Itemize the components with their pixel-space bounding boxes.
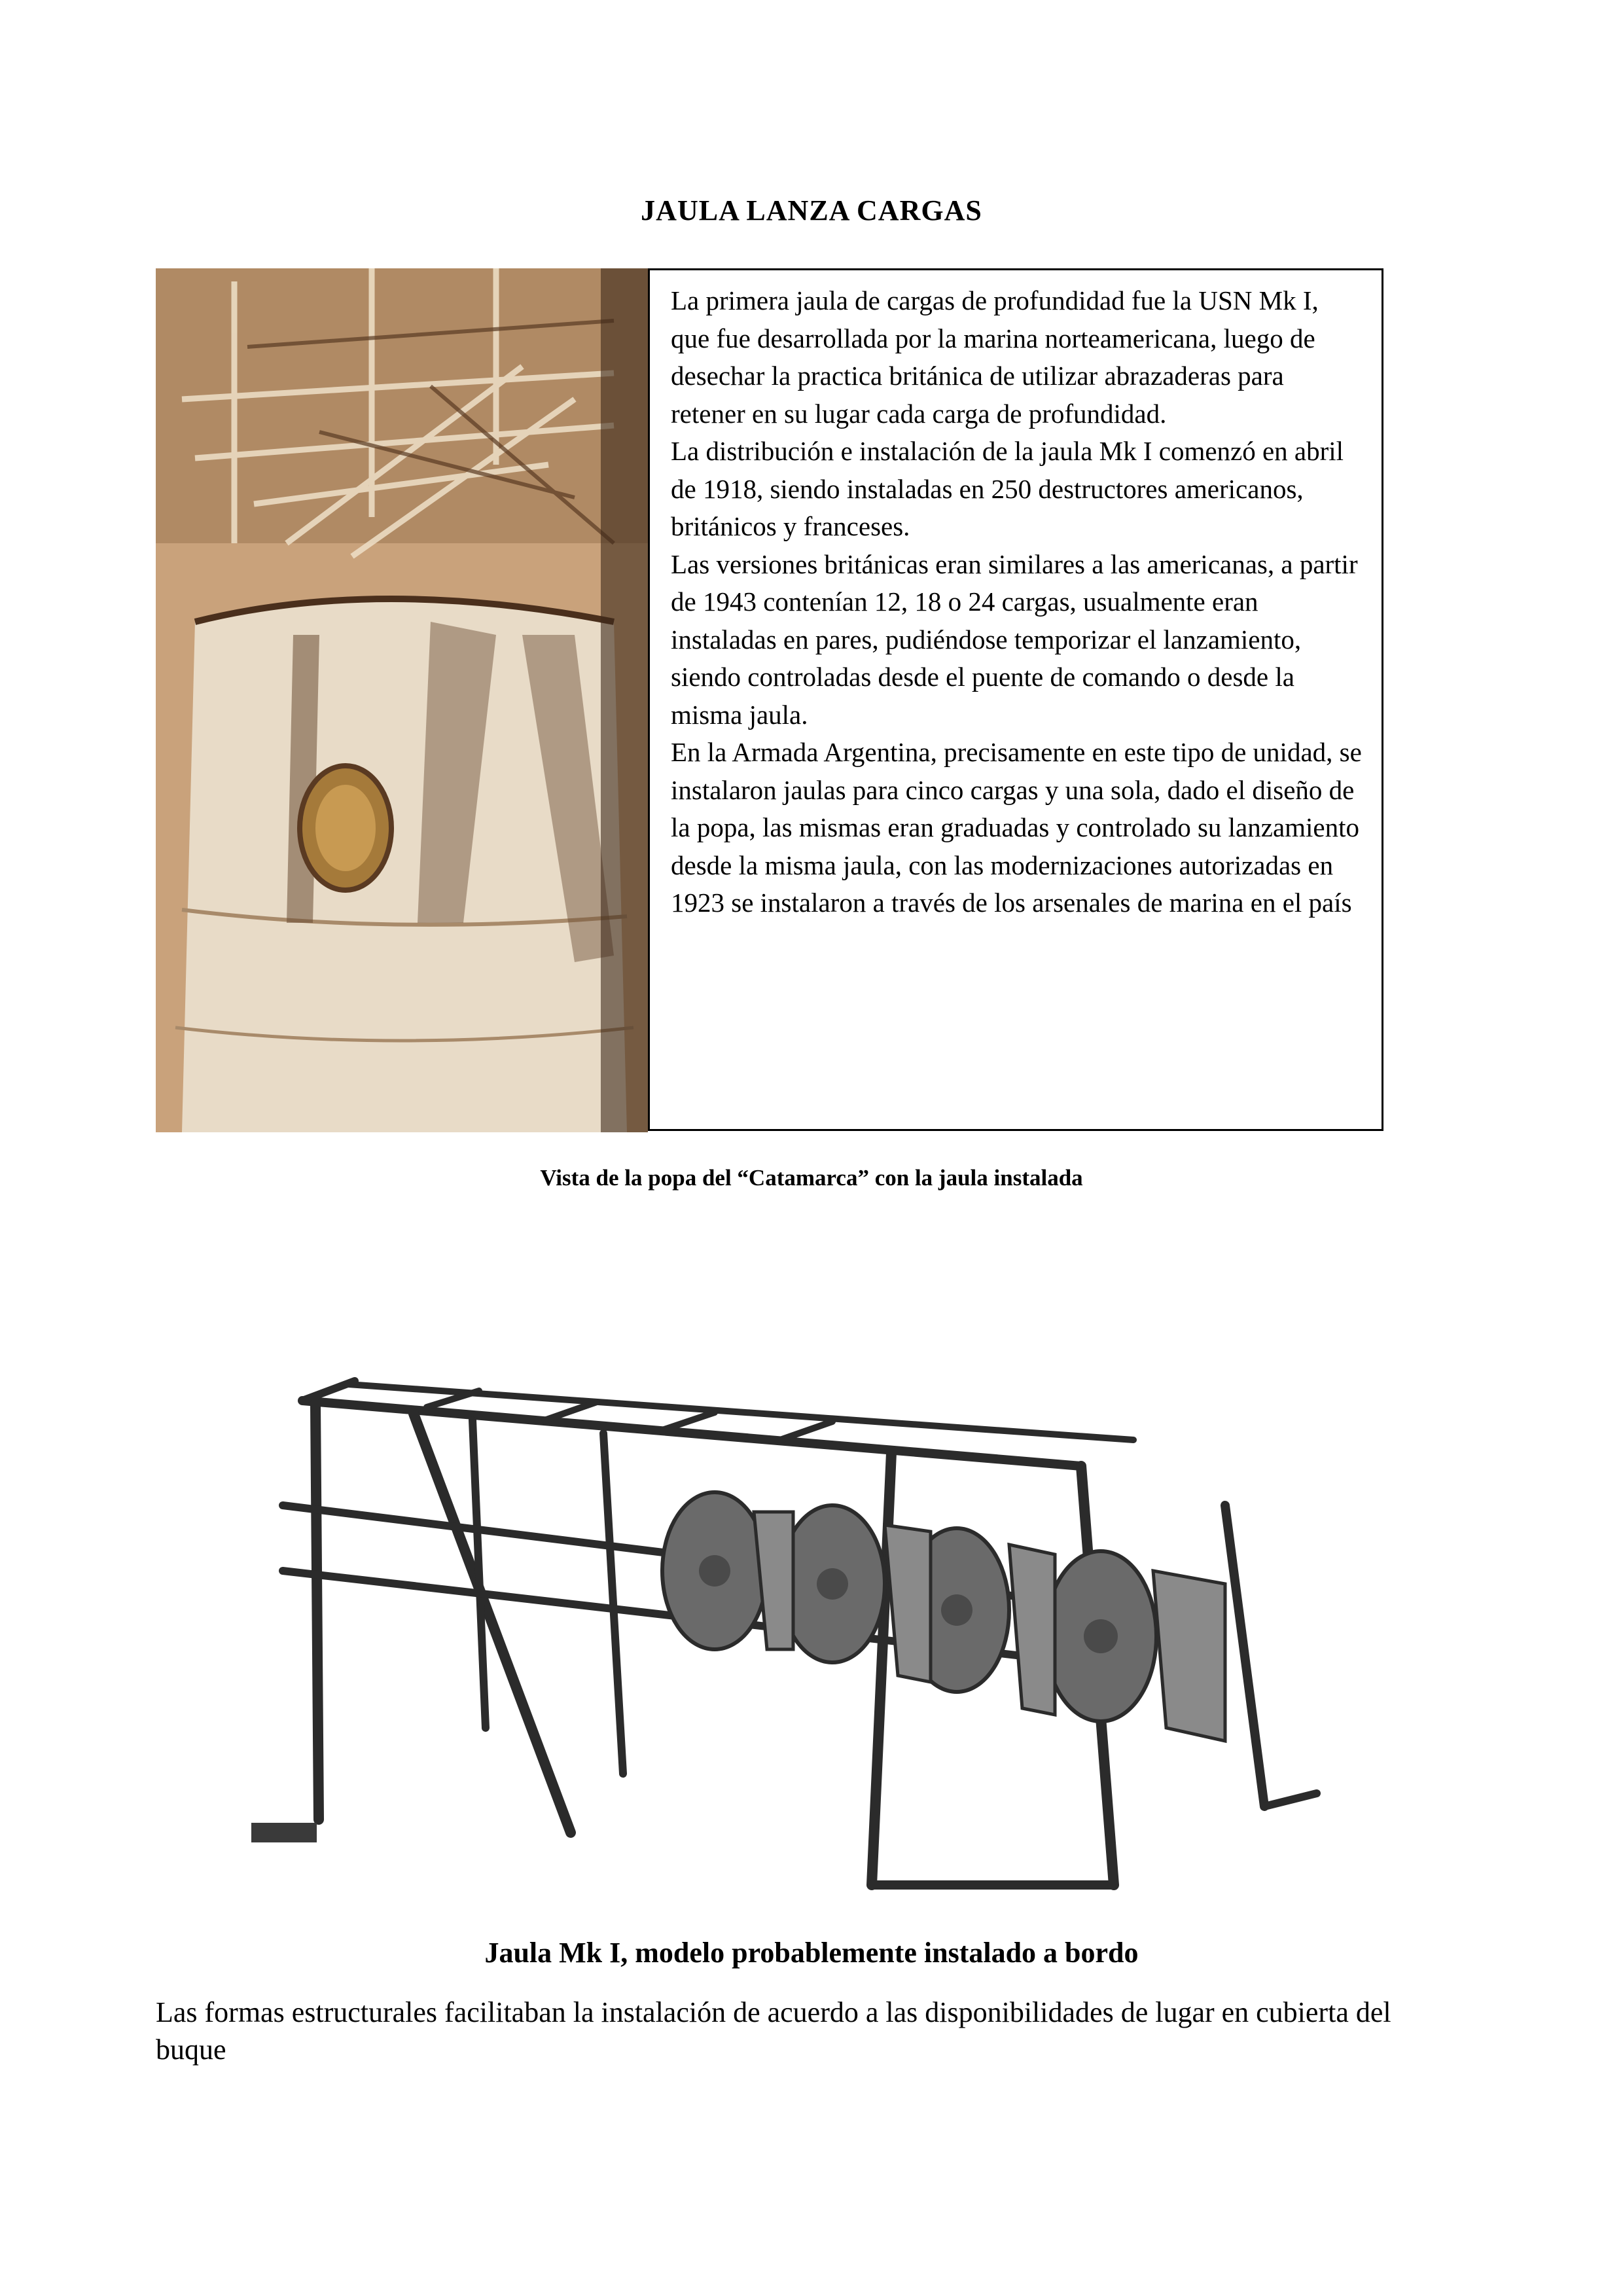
photo1-caption: Vista de la popa del “Catamarca” con la jaula instalada <box>540 1165 1083 1191</box>
history-textbox <box>648 268 1383 1131</box>
paragraph-1: La primera jaula de cargas de profundidad fue la USN Mk I, que fue desarrollada por la marina norteamericana, luego de desechar la practica británica de utilizar abrazaderas para retener en su lugar cada carga de profundidad. <box>671 285 1319 429</box>
paragraph-2: La distribución e instalación de la jaula Mk I comenzó en abril de 1918, siendo instaladas en 250 destructores americanos, británicos y franceses. <box>671 436 1344 541</box>
body-paragraph: Las formas estructurales facilitaban la instalación de acuerdo a las disponibilidades de lugar en cubierta del buque <box>156 1996 1391 2066</box>
depth-charge-rack-photo <box>204 1230 1423 1898</box>
page-title: JAULA LANZA CARGAS <box>641 194 982 226</box>
paragraph-4: En la Armada Argentina, precisamente en este tipo de unidad, se instalaron jaulas para cinco cargas y una sola, dado el diseño de la popa, las mismas eran graduadas y controlado su lanzamiento desde la misma jaula, con las modernizaciones autorizadas en 1923 se instalaron a través de los arsenales de marina en el país <box>671 737 1362 918</box>
photo2-caption: Jaula Mk I, modelo probablemente instalado a bordo <box>484 1937 1139 1969</box>
paragraph-3: Las versiones británicas eran similares a las americanas, a partir de 1943 contenían 12, 18 o 24 cargas, usualmente eran instaladas en pares, pudiéndose temporizar el lanzamiento, siendo controladas desde el puente de comando o desde la misma jaula. <box>671 548 1358 730</box>
ship-stern-photo <box>156 268 648 1132</box>
